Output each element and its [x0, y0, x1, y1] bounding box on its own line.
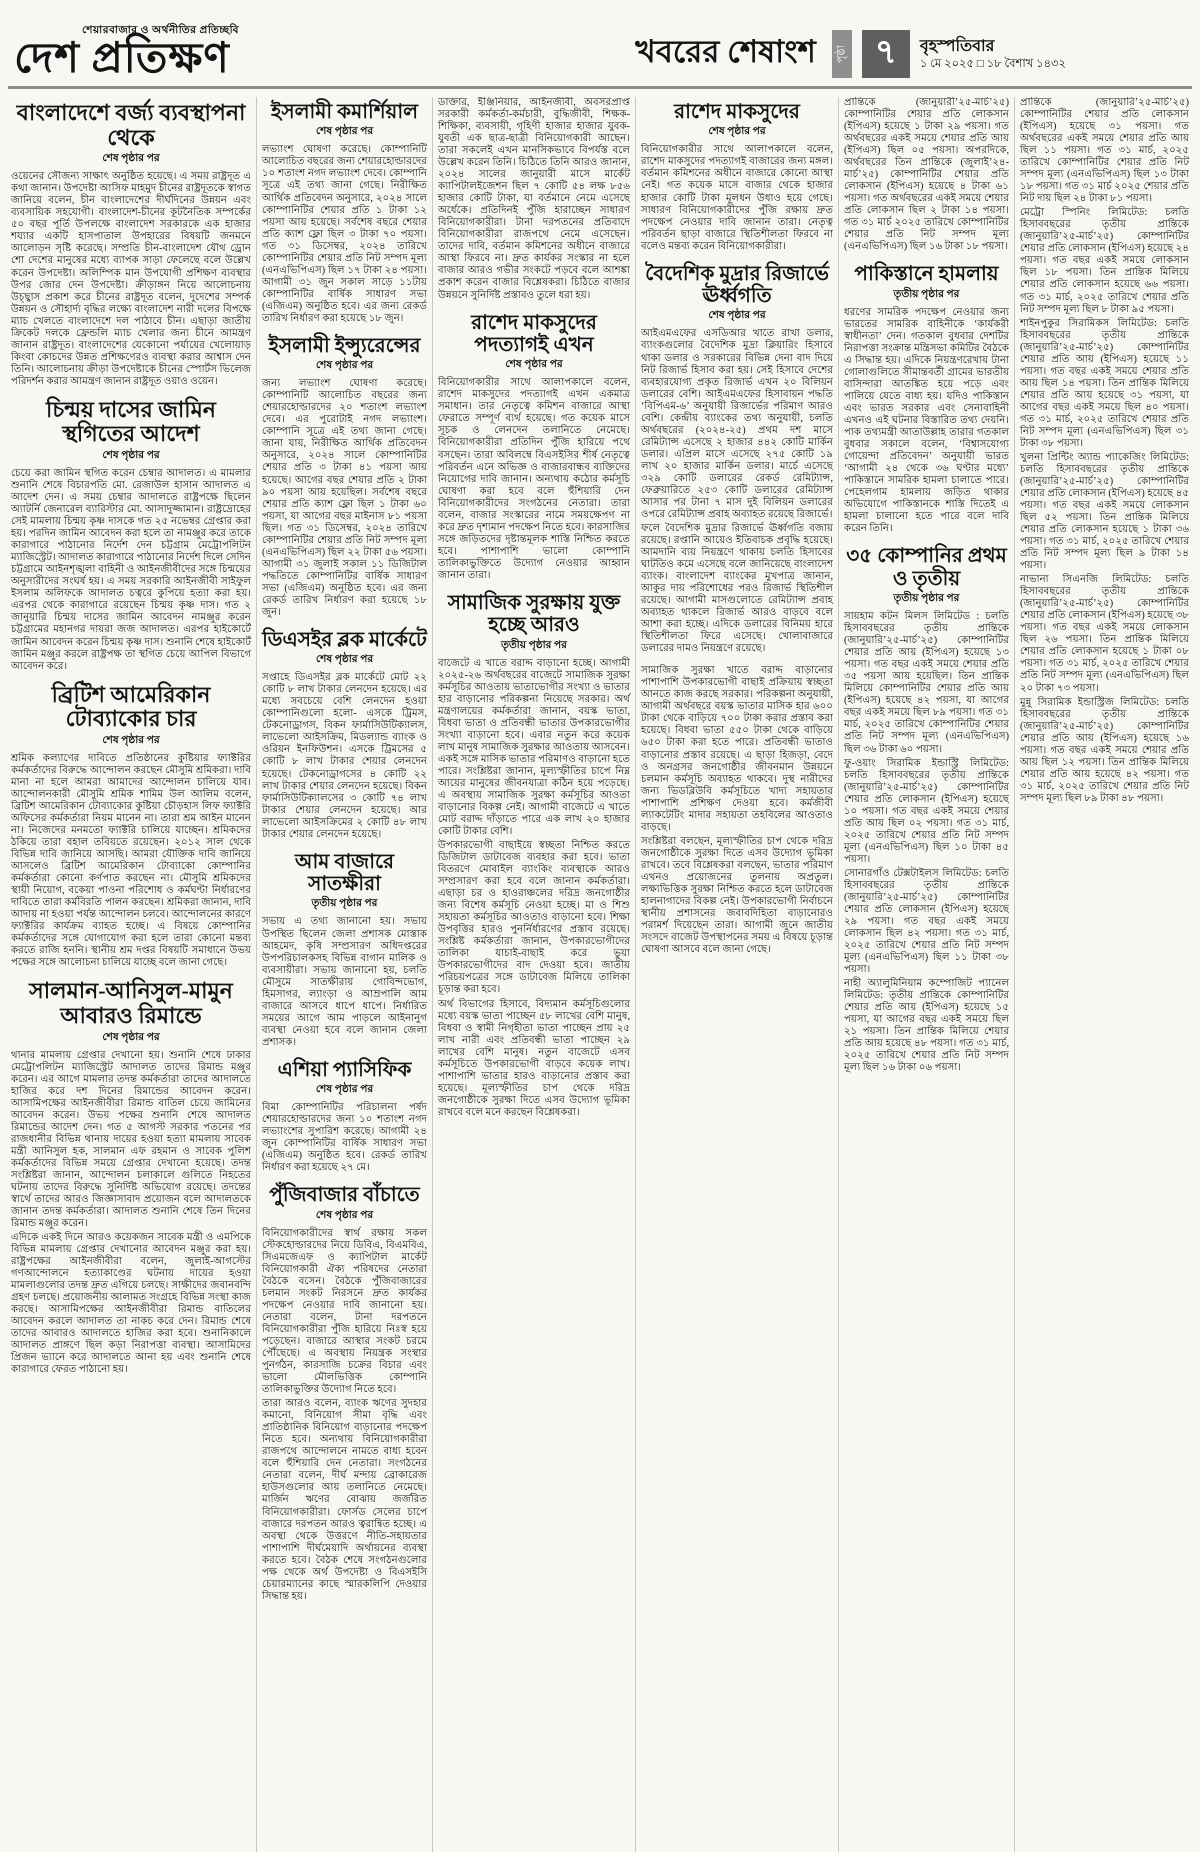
article-headline: রাশেদ মাকসুদের পদত্যাগই এখন [471, 311, 597, 356]
article-headline: ডিএসইর ব্লক মার্কেটে [262, 628, 427, 651]
article-continuation [438, 97, 630, 302]
article [11, 101, 251, 388]
article [262, 1059, 427, 1175]
article [844, 263, 1009, 535]
weekday-label: বৃহস্পতিবার [919, 37, 995, 55]
page-number: ৭ [862, 30, 910, 78]
column-5 [838, 97, 1014, 1852]
article-paragraph: বিনিয়োগকারীদের স্বার্থ রক্ষায় সকল স্টেকহোল্ডারদের নিয়ে ডিবিএ, বিএমবিএ, সিএমজেএফ ও ক্যাপিটাল মার্কেট বিনিয়োগকারী ঐক্য পরিষদের নেতারা বৈঠকে বসেন। বৈঠকে পুঁজিবাজারের চলমান সংকট নিরসনে দ্রুত কার্যকর পদক্ষেপ নেওয়ার দাবি জানানো হয়। নেতারা বলেন, টানা দরপতনে বিনিয়োগকারীরা পুঁজি হারিয়ে নিঃস্ব হয়ে পড়েছেন। বাজারে আস্থার সংকট চরমে পৌঁছেছে। এ অবস্থায় নিয়ন্ত্রক সংস্থার পুনর্গঠন, কারসাজি চক্রের বিচার এবং ভালো মৌলভিত্তিক কোম্পানি তালিকাভুক্তির উদ্যোগ নিতে হবে। [262, 1227, 427, 1396]
article-paragraph: চেয়ে করা জামিন স্থগিত করেন চেম্বার আদালত। এ মামলার শুনানি শেষে বিচারপতি মো. রেজাউল হাসান আদালত এ আদেশ দেন। এ সময় চেম্বার আদালতে রাষ্ট্রপক্ষে ছিলেন অ্যাটর্নি জেনারেল ব্যারিস্টার মো. আসাদুজ্জামান। রাষ্ট্রদ্রোহের সেই মামলায় চিন্ময় কৃষ্ণ দাসকে গত ২৫ নভেম্বর গ্রেপ্তার করা হয়। পরদিন জামিন আবেদন করা হলে তা নামঞ্জুর করে তাকে কারাগারে পাঠানোর নির্দেশ দেন চট্টগ্রাম মেট্রোপলিটন ম্যাজিস্ট্রেট। আদালত কারাগারে পাঠানোর নির্দেশ দিলে সেদিন চট্টগ্রামে আইনশৃঙ্খলা বাহিনী ও আইনজীবীদের সঙ্গে চিন্ময়ের অনুসারীদের সংঘর্ষ হয়। এ সময় সরকারি আইনজীবী সাইফুল ইসলাম অলিফকে আদালত চত্বরে কুপিয়ে হত্যা করা হয়। এরপর থেকে কারাগারে রয়েছেন চিন্ময় কৃষ্ণ দাস। গত ২ জানুয়ারি চিন্ময় দাসের জামিন আবেদন নামঞ্জুর করেন চট্টগ্রামের মহানগর দায়রা জজ আদালত। এরপর হাইকোর্টে জামিন আবেদন করেন চিন্ময় কৃষ্ণ দাস। শুনানি শেষে হাইকোর্ট জামিন মঞ্জুর করলে রাষ্ট্রপক্ষ তা স্থগিত চেয়ে আপিল বিভাগে আবেদন করে। [11, 468, 251, 672]
article-headline: ইসলামী কমার্শিয়াল [270, 101, 419, 123]
page-header [0, 0, 1200, 86]
continued-from-label: শেষ পৃষ্ঠার পর [102, 450, 160, 462]
masthead [14, 23, 240, 83]
article-paragraph: উপকারভোগী বাছাইয়ে স্বচ্ছতা নিশ্চিত করতে ডিজিটাল ডাটাবেজ ব্যবহার করা হবে। ভাতা বিতরণে মোবাইল ব্যাংকিং ব্যবস্থাকে আরও সম্প্রসারণ করা হবে বলে জানান কর্মকর্তারা। এছাড়া চর ও হাওরাঞ্চলের দরিদ্র জনগোষ্ঠীর জন্য বিশেষ কর্মসূচি নেওয়া হচ্ছে। মা ও শিশু সহায়তা কর্মসূচির আওতাও বাড়ানো হবে। শিক্ষা উপবৃত্তির হারও পুনর্নির্ধারণের প্রস্তাব রয়েছে। সংশ্লিষ্ট কর্মকর্তারা জানান, উপকারভোগীদের তালিকা যাচাই-বাছাই করে ভুয়া উপকারভোগীদের বাদ দেওয়া হবে। জাতীয় পরিচয়পত্রের সঙ্গে ডাটাবেজ মিলিয়ে তালিকা চূড়ান্ত করা হবে। [438, 840, 630, 996]
article-paragraph: অর্থ বিভাগের হিসাবে, বিদ্যমান কর্মসূচিগুলোর মধ্যে বয়স্ক ভাতা পাচ্ছেন ৫৮ লাখের বেশি মানুষ, বিধবা ও স্বামী নিগৃহীতা ভাতা পাচ্ছেন প্রায় ২৫ লাখ নারী এবং প্রতিবন্ধী ভাতা পাচ্ছেন ২৯ লাখের বেশি মানুষ। নতুন বাজেটে এসব কর্মসূচিতে উপকারভোগী বাড়বে কয়েক লাখ। পাশাপাশি ভাতার হারও বাড়ানোর প্রস্তাব করা হয়েছে। মূল্যস্ফীতির চাপ থেকে দরিদ্র জনগোষ্ঠীকে সুরক্ষা দিতে এসব উদ্যোগ ভূমিকা রাখবে বলে মনে করছেন বিশ্লেষকরা। [438, 998, 630, 1118]
article-paragraph: প্রান্তিকে (জানুয়ারী’২৫-মার্চ’২৫) কোম্পানিটির শেয়ার প্রতি লোকসান (ইপিএস) হয়েছে ১ টাকা ২৯ পয়সা। গত অর্থবছরের একই সময়ে শেয়ার প্রতি আয় (ইপিএস) ছিল ০৫ পয়সা। অপরদিকে, অর্থবছরের তিন প্রান্তিকে (জুলাই’২৪-মার্চ’২৫) কোম্পানিটির শেয়ার প্রতি লোকসান (ইপিএস) হয়েছে ৪ টাকা ৬১ পয়সা। গত অর্থবছরের একই সময়ে শেয়ার প্রতি লোকসান ছিল ২ টাকা ১৪ পয়সা। গত ৩১ মার্চ ২০২৫ তারিখে কোম্পানিটির শেয়ার প্রতি নিট সম্পদ মূল্য (এনএভিপিএস) ছিল ১৬ টাকা ১৮ পয়সা। [844, 97, 1009, 253]
continued-from-label: শেষ পৃষ্ঠার পর [315, 1209, 374, 1221]
article [641, 263, 833, 656]
article-headline: পাকিস্তানে হামলায় [854, 263, 999, 286]
article-headline: সামাজিক সুরক্ষায় যুক্ত হচ্ছে আরও [447, 591, 621, 637]
continued-from-label: শেষ পৃষ্ঠার পর [708, 126, 766, 138]
article-paragraph: নাহী অ্যালুমিনিয়াম কম্পোজিট প্যানেল লিমিটেড: তৃতীয় প্রান্তিকে কোম্পানিটির শেয়ার প্রতি আয় (ইপিএস) হয়েছে ১৫ পয়সা, যা আগের বছর একই সময়ে ছিল ২১ পয়সা। তিন প্রান্তিক মিলিয়ে শেয়ার প্রতি আয় হয়েছে ৪৮ পয়সা। গত ৩১ মার্চ, ২০২৫ তারিখে শেয়ার প্রতি নিট সম্পদ মূল্য ছিল ১৬ টাকা ০৬ পয়সা। [844, 978, 1009, 1074]
article-paragraph: ফু-ওয়াং সিরামিক ইন্ডাস্ট্রি লিমিটেড: চলতি হিসাববছরের তৃতীয় প্রান্তিকে (জানুয়ারি’২৫-মার্চ’২৫) কোম্পানিটির শেয়ার প্রতি লোকসান (ইপিএস) হয়েছে ১০ পয়সা। গত বছর একই সময়ে শেয়ার প্রতি আয় ছিল ০২ পয়সা। গত ৩১ মার্চ, ২০২৫ তারিখে শেয়ার প্রতি নিট সম্পদ মূল্য (এনএভিপিএস) ছিল ১০ টাকা ৪৫ পয়সা। [844, 757, 1009, 865]
article-paragraph: ওয়েনের সৌজন্য সাক্ষাৎ অনুষ্ঠিত হয়েছে। এ সময় রাষ্ট্রদূত এ কথা জানান। উপদেষ্টা আসিফ মাহমুদ চীনের রাষ্ট্রদূতকে স্বাগত জানিয়ে বলেন, চীন বাংলাদেশের দীর্ঘদিনের উন্নয়ন এবং ব্যবসায়িক সহযোগী। বাংলাদেশ-চীনের কূটনৈতিক সম্পর্কের ৫০ বছর পূর্তি উপলক্ষে বাংলাদেশ সরকারকে এক হাজার শয্যার একটি হাসপাতাল উপহারের বিষয়টি জনমনে আলোড়ন সৃষ্টি করেছে। সম্প্রতি চীন-বাংলাদেশ যৌথ ড্রোন শো দেশের মানুষের মধ্যে ব্যাপক সাড়া ফেলেছে বলে উল্লেখ করেন উপদেষ্টা। অলিম্পিক মান উপযোগী প্রশিক্ষণ ব্যবস্থার উপর জোর দেন উপদেষ্টা। ক্রীড়াঙ্গন নিয়ে আলোচনায় উচ্ছ্বাস প্রকাশ করে চীনের রাষ্ট্রদূত বলেন, দুদেশের সম্পর্ক উন্নয়ন ও সৌহার্দ্য বৃদ্ধির লক্ষ্যে বাংলাদেশ নারী দলের বিপক্ষে ম্যাচ খেলতে বাংলাদেশে দল পাঠাবে চীন। এছাড়া জাতীয় ক্রিকেট দলকে ফ্রেন্ডলি ম্যাচ খেলার জন্য চীনে আমন্ত্রণ জানান রাষ্ট্রদূত। বাংলাদেশের যেকোনো পর্যায়ের খেলোয়াড় কিংবা কোচদের উন্নত প্রশিক্ষণেরও ব্যবস্থা করার আশ্বাস দেন তিনি। আলোচনায় ক্রীড়া উপদেষ্টাকে চীনের স্পোর্টস ভিলেজ পরিদর্শন করার আমন্ত্রণ জানান রাষ্ট্রদূত ওয়াও ওয়েন। [11, 171, 251, 387]
continued-from-label: শেষ পৃষ্ঠার পর [102, 153, 160, 165]
continued-from-label: তৃতীয় পৃষ্ঠার পর [893, 593, 960, 605]
article [262, 629, 427, 841]
article-paragraph: থানার মামলায় গ্রেপ্তার দেখানো হয়। শুনানি শেষে ঢাকার মেট্রোপলিটন ম্যাজিস্ট্রেট আদালত তাদের রিমান্ড মঞ্জুর করেন। এর আগে মামলার তদন্ত কর্মকর্তারা তাদের আদালতে হাজির করে দশ দিনের রিমান্ডের আবেদন করেন। আসামিপক্ষের আইনজীবীরা রিমান্ড বাতিল চেয়ে জামিনের আবেদন করেন। উভয় পক্ষের শুনানি শেষে আদালত রিমান্ডের আদেশ দেন। গত ৫ আগস্ট সরকার পতনের পর রাজধানীর বিভিন্ন থানায় দায়ের হওয়া হত্যা মামলায় সাবেক মন্ত্রী আনিসুল হক, সালমান এফ রহমান ও সাবেক পুলিশ কর্মকর্তাদের বিভিন্ন সময়ে গ্রেপ্তার দেখানো হয়েছে। তদন্ত সংশ্লিষ্টরা জানান, আন্দোলন চলাকালে গুলিতে নিহতের ঘটনায় তাদের বিরুদ্ধে সুনির্দিষ্ট অভিযোগ রয়েছে। তদন্তের স্বার্থে তাদের আরও জিজ্ঞাসাবাদ প্রয়োজন বলে আদালতকে জানান তদন্ত কর্মকর্তারা। আদালত শুনানি শেষে তিন দিনের রিমান্ড মঞ্জুর করেন। [11, 1049, 251, 1230]
article-paragraph: সপ্তাহে ডিএসইর ব্লক মার্কেটে মোট ২২ কোটি ৮ লাখ টাকার লেনদেন হয়েছে। এর মধ্যে সবচেয়ে বেশি লেনদেন হওয়া কোম্পানিগুলো হলো- এসকে ট্রিমস, টেকনোড্রাগস, বিকন ফার্মাসিউটিক্যালস, লাভেলো আইসক্রিম, মিডল্যান্ড ব্যাংক ও ওরিয়ন ইনফিউশন। এসকে ট্রিমসের ৫ কোটি ৮ লাখ টাকার শেয়ার লেনদেন হয়েছে। টেকনোড্রাগসের ৪ কোটি ২২ লাখ টাকার শেয়ার লেনদেন হয়েছে। বিকন ফার্মাসিউটিক্যালসের ৩ কোটি ৭৪ লাখ টাকার শেয়ার লেনদেন হয়েছে। আর লাভেলো আইসক্রিমের ২ কোটি ৪৮ লাখ টাকার শেয়ার লেনদেন হয়েছে। [262, 672, 427, 840]
column-4 [635, 97, 838, 1852]
article-paragraph: মেট্রো স্পিনিং লিমিটেড: চলতি হিসাববছরের তৃতীয় প্রান্তিকে (জানুয়ারি’২৫-মার্চ’২৫) কোম্পানিটির শেয়ার প্রতি লোকসান (ইপিএস) হয়েছে ২৪ পয়সা। গত বছর একই সময়ে লোকসান ছিল ১৮ পয়সা। তিন প্রান্তিক মিলিয়ে শেয়ার প্রতি লোকসান হয়েছে ৬৬ পয়সা। গত ৩১ মার্চ, ২০২৫ তারিখে শেয়ার প্রতি নিট সম্পদ মূল্য ছিল ৮ টাকা ৯৫ পয়সা। [1020, 207, 1189, 315]
article-headline: ইসলামী ইন্স্যুরেন্সের [268, 334, 421, 357]
article-paragraph: নাভানা সিএনজি লিমিটেড: চলতি হিসাববছরের তৃতীয় প্রান্তিকে (জানুয়ারি’২৫-মার্চ’২৫) কোম্পানিটির শেয়ার প্রতি লোকসান (ইপিএস) হয়েছে ৩৮ পয়সা। গত বছর একই সময়ে লোকসান ছিল ২৬ পয়সা। তিন প্রান্তিক মিলিয়ে শেয়ার প্রতি লোকসান হয়েছে ১ টাকা ০৮ পয়সা। গত ৩১ মার্চ, ২০২৫ তারিখে শেয়ার প্রতি নিট সম্পদ মূল্য (এনএভিপিএস) ছিল ২০ টাকা ৭৩ পয়সা। [1020, 574, 1189, 694]
column-3 [432, 97, 635, 1852]
article [438, 312, 630, 582]
masthead-tagline: শেয়ারবাজার ও অর্থনীতির প্রতিচ্ছবি [82, 25, 240, 37]
article-headline: সালমান-আনিসুল-মামুন আবারও রিমান্ডে [29, 978, 233, 1029]
continued-from-label: শেষ পৃষ্ঠার পর [505, 359, 563, 371]
article-paragraph: প্রান্তিকে (জানুয়ারি’২৫-মার্চ’২৫) কোম্পানিটির শেয়ার প্রতি লোকসান (ইপিএস) হয়েছে ৩১ পয়সা। গত অর্থবছরের একই সময়ে শেয়ার প্রতি আয় ছিল ১১ পয়সা। গত ৩১ মার্চ, ২০২৫ তারিখে কোম্পানিটির শেয়ার প্রতি নিট সম্পদ মূল্য (এনএভিপিএস) ছিল ১৩ টাকা ১৮ পয়সা। গত ৩১ মার্চ ২০২৫ শেয়ার প্রতি নিট দায় ছিল ২৪ টাকা ৮১ পয়সা। [1020, 97, 1189, 205]
date-line: ১ মে ২০২৫ □ ১৮ বৈশাখ ১৪৩২ [919, 57, 1066, 70]
article-headline: বাংলাদেশে বর্জ্য ব্যবস্থাপনা থেকে [16, 100, 246, 150]
continued-from-label: শেষ পৃষ্ঠার পর [315, 360, 374, 372]
article-paragraph: ধরণের সামরিক পদক্ষেপ নেওয়ার জন্য ভারতের সামরিক বাহিনীকে ‘কার্যকরী স্বাধীনতা’ দেন। গতকাল বুধবার দেশটির নিরাপত্তা সংক্রান্ত মন্ত্রিসভা কমিটির বৈঠকে এ সিদ্ধান্ত হয়। এদিকে নিয়ন্ত্রণরেখায় টানা গোলাগুলিতে সীমান্তবর্তী গ্রামের ভারতীয় বাসিন্দারা আতঙ্কিত হয়ে পড়ে এবং পালিয়ে যেতে বাধ্য হয়। যদিও পাকিস্তান এবং ভারত সরকার এবং সেনাবাহিনী এখনও এই ঘটনার বিস্তারিত তথ্য দেয়নি। পাক তথ্যমন্ত্রী আতাউল্লাহ তারার গতকাল বুধবার সকালে বলেন, ‘বিশ্বাসযোগ্য গোয়েন্দা প্রতিবেদন’ অনুযায়ী ভারত ‘আগামী ২৪ থেকে ৩৬ ঘণ্টার মধ্যে’ পাকিস্তানে সামরিক হামলা চালাতে পারে। পেহেলগাম হামলায় জড়িত থাকার অভিযোগে পাকিস্তানকে শাস্তি দিতেই এ হামলা চালানো হতে পারে বলে দাবি করেন তিনি। [844, 306, 1009, 535]
article-headline: পুঁজিবাজার বাঁচাতে [269, 1184, 420, 1207]
article-continuation [1020, 97, 1189, 805]
continued-from-label: তৃতীয় পৃষ্ঠার পর [311, 898, 378, 910]
page-columns [0, 89, 1200, 1852]
article-continuation [641, 665, 833, 956]
article-paragraph: বাজেটে এ খাতে বরাদ্দ বাড়ানো হচ্ছে। আগামী ২০২৫-২৬ অর্থবছরের বাজেটে সামাজিক সুরক্ষা কর্মসূচির আওতায় ভাতাভোগীর সংখ্যা ও ভাতার হার বাড়ানোর পরিকল্পনা নিয়েছে সরকার। অর্থ মন্ত্রণালয়ের কর্মকর্তারা জানান, বয়স্ক ভাতা, বিধবা ভাতা ও প্রতিবন্ধী ভাতার উপকারভোগীর সংখ্যা বাড়ানো হবে। এবার নতুন করে কয়েক লাখ মানুষ সামাজিক সুরক্ষার আওতায় আসবেন। একই সঙ্গে মাসিক ভাতার পরিমাণও বাড়ানো হতে পারে। সংশ্লিষ্টরা জানান, মূল্যস্ফীতির চাপে নিম্ন আয়ের মানুষের জীবনযাত্রা কঠিন হয়ে পড়েছে। এ অবস্থায় সামাজিক সুরক্ষা কর্মসূচির আওতা বাড়ানোর বিকল্প নেই। আগামী বাজেটে এ খাতে মোট বরাদ্দ দাঁড়াতে পারে এক লাখ ২০ হাজার কোটি টাকার বেশি। [438, 657, 630, 838]
article-paragraph: বিমা কোম্পানিটির পরিচালনা পর্ষদ শেয়ারহোল্ডারদের জন্য ১০ শতাংশ নগদ লভ্যাংশের সুপারিশ করেছে। আগামী ২৪ জুন কোম্পানিটির বার্ষিক সাধারণ সভা (এজিএম) অনুষ্ঠিত হবে। রেকর্ড তারিখ নির্ধারণ করা হয়েছে ২৭ মে। [262, 1102, 427, 1174]
article-headline: এশিয়া প্যাসিফিক [277, 1058, 412, 1081]
continued-from-label: তৃতীয় পৃষ্ঠার পর [893, 288, 960, 300]
page-word-label: পৃষ্ঠা [832, 30, 852, 78]
article [11, 683, 251, 970]
article [844, 545, 1009, 1074]
section-title: খবরের শেষাংশ [635, 34, 816, 69]
continued-from-label: তৃতীয় পৃষ্ঠার পর [501, 639, 567, 651]
article-paragraph: ডাক্তার, ইঞ্জিনিয়ার, আইনজীবী, অবসরপ্রাপ্ত সরকারী কর্মকর্তা-কর্মচারী, বুদ্ধিজীবী, শিক্ষক-শিক্ষিকা, ব্যবসায়ী, গৃহিণী হাজার হাজার যুবক-যুবতী এক ছাত্র-ছাত্রী বিনিয়োগকারী আছেন। তারা সকলেই এখন মানসিকভাবে বিপর্যস্ত বলে উল্লেখ করেন তিনি। চিঠিতে তিনি আরও জানান, ২০২৪ সালের জানুয়ারী মাসে মার্কেট ক্যাপিটালইজেশন ছিল ৭ কোটি ৫৪ লক্ষ ৮৫৬ হাজার কোটি টাকা, যা বর্তমানে নেমে এসেছে অর্ধেকে। প্রতিদিনই পুঁজি হারাচ্ছেন সাধারণ বিনিয়োগকারীরা। টানা দরপতনের প্রতিবাদে বিনিয়োগকারীরা রাজপথে নেমে এসেছেন। তাদের দাবি, বর্তমান কমিশনের অধীনে বাজারে আস্থা ফিরবে না। দ্রুত কার্যকর সংস্কার না হলে বাজার আরও গভীর সংকটে পড়বে বলে আশঙ্কা প্রকাশ করেন বাজার বিশ্লেষকরা। চিঠিতে বাজার উন্নয়নে সুনির্দিষ্ট প্রস্তাবও তুলে ধরা হয়। [438, 97, 630, 301]
paper-name: দেশ প্রতিক্ষণ [14, 36, 230, 83]
continued-from-label: শেষ পৃষ্ঠার পর [315, 654, 374, 666]
column-1 [6, 97, 256, 1852]
continued-from-label: শেষ পৃষ্ঠার পর [102, 734, 160, 746]
article [11, 979, 251, 1376]
continued-from-label: শেষ পৃষ্ঠার পর [708, 310, 766, 322]
article [641, 101, 833, 253]
article-paragraph: লভ্যাংশ ঘোষণা করেছে। কোম্পানিটি আলোচিত বছরের জন্য শেয়ারহোল্ডারদের ১০ শতাংশ নগদ লভ্যাংশ দেবে। কোম্পানি সূত্রে এই তথ্য জানা গেছে। নিরীক্ষিত আর্থিক প্রতিবেদন অনুসারে, ২০২৪ সালে কোম্পানিটির শেয়ার প্রতি ১ টাকা ১২ পয়সা আয় হয়েছে। সর্বশেষ বছরে শেয়ার প্রতি ক্যাশ ফ্লো ছিল ৩ টাকা ৭০ পয়সা। গত ৩১ ডিসেম্বর, ২০২৪ তারিখে কোম্পানিটির শেয়ার প্রতি নিট সম্পদ মূল্য (এনএভিপিএস) ছিল ১৭ টাকা ২৪ পয়সা। আগামী ৩১ জুন সকাল সাড়ে ১১টায় কোম্পানিটির বার্ষিক সাধারণ সভা (এজিএম) অনুষ্ঠিত হবে। এর জন্য রেকর্ড তারিখ নির্ধারণ করা হয়েছে ১৮ জুন। [262, 144, 427, 324]
continued-from-label: শেষ পৃষ্ঠার পর [315, 1084, 374, 1096]
article-paragraph: সভায় এ তথ্য জানানো হয়। সভায় উপস্থিত ছিলেন জেলা প্রশাসক মোস্তাক আহমেদ, কৃষি সম্প্রসারণ অধিদপ্তরের উপপরিচালকসহ বিভিন্ন বাগান মালিক ও ব্যবসায়ীরা। সভায় জানানো হয়, চলতি মৌসুমে সাতক্ষীরায় গোবিন্দভোগ, হিমসাগর, ল্যাংড়া ও আম্রপালি আম বাজারে আসবে ধাপে ধাপে। নির্ধারিত সময়ের আগে আম পাড়লে আইনানুগ ব্যবস্থা নেওয়া হবে বলে জানান জেলা প্রশাসক। [262, 916, 427, 1048]
article-paragraph: মুন্নু সিরামিক ইন্ডাস্ট্রিজ লিমিটেড: চলতি হিসাববছরের তৃতীয় প্রান্তিকে (জানুয়ারি’২৫-মার্চ’২৫) কোম্পানিটির শেয়ার প্রতি আয় (ইপিএস) হয়েছে ১৬ পয়সা। গত বছর একই সময়ে শেয়ার প্রতি আয় ছিল ১২ পয়সা। তিন প্রান্তিক মিলিয়ে শেয়ার প্রতি আয় হয়েছে ৪২ পয়সা। গত ৩১ মার্চ, ২০২৫ তারিখে শেয়ার প্রতি নিট সম্পদ মূল্য ছিল ৮৯ টাকা ৪৮ পয়সা। [1020, 696, 1189, 804]
article-headline: বৈদেশিক মুদ্রার রিজার্ভে ঊর্ধ্বগতি [645, 262, 829, 308]
continued-from-label: শেষ পৃষ্ঠার পর [315, 126, 374, 138]
article [262, 335, 427, 619]
article-paragraph: সোনারগাঁও টেক্সটাইলস লিমিটেড: চলতি হিসাববছরের তৃতীয় প্রান্তিকে (জানুয়ারি’২৫-মার্চ’২৫) কোম্পানিটির শেয়ার প্রতি লোকসান (ইপিএস) হয়েছে ২৯ পয়সা। গত বছর একই সময়ে লোকসান ছিল ৪২ পয়সা। গত ৩১ মার্চ, ২০২৫ তারিখে শেয়ার প্রতি নিট সম্পদ মূল্য (এনএভিপিএস) ছিল ১১ টাকা ৩৮ পয়সা। [844, 867, 1009, 976]
article-paragraph: বিনিয়োগকারীর সাথে আলাপকালে বলেন, রাশেদ মাকসুদের পদত্যাগই এখন একমাত্র সমাধান। তার নেতৃত্বে কমিশন বাজারে আস্থা ফেরাতে সম্পূর্ণ ব্যর্থ হয়েছে। গত কয়েক মাসে সূচক ও লেনদেন তলানিতে নেমেছে। বিনিয়োগকারীরা প্রতিদিন পুঁজি হারিয়ে পথে বসছেন। তারা অবিলম্বে বিএসইসির শীর্ষ নেতৃত্বে পরিবর্তন এনে অভিজ্ঞ ও বাজারবান্ধব ব্যক্তিদের নিয়োগের দাবি জানান। অন্যথায় কঠোর কর্মসূচি ঘোষণা করা হবে বলে হুঁশিয়ারি দেন বিনিয়োগকারীদের সংগঠনের নেতারা। তারা বলেন, বাজার সংস্কারের নামে সময়ক্ষেপণ না করে দ্রুত দৃশ্যমান পদক্ষেপ নিতে হবে। কারসাজির সঙ্গে জড়িতদের দৃষ্টান্তমূলক শাস্তি নিশ্চিত করতে হবে। পাশাপাশি ভালো কোম্পানি তালিকাভুক্তিতে উদ্যোগ নেওয়ার আহ্বান জানান তারা। [438, 377, 630, 581]
article [438, 592, 630, 1119]
article-paragraph: শাইনপুকুর সিরামিকস লিমিটেড: চলতি হিসাববছরের তৃতীয় প্রান্তিকে (জানুয়ারি’২৫-মার্চ’২৫) কোম্পানিটির শেয়ার প্রতি আয় (ইপিএস) হয়েছে ১১ পয়সা। গত বছর একই সময়ে শেয়ার প্রতি আয় ছিল ১৪ পয়সা। তিন প্রান্তিক মিলিয়ে শেয়ার প্রতি আয় হয়েছে ৩১ পয়সা, যা আগের বছর একই সময়ে ছিল ৪০ পয়সা। গত ৩১ মার্চ, ২০২৫ তারিখে শেয়ার প্রতি নিট সম্পদ মূল্য (এনএভিপিএস) ছিল ৩১ টাকা ৩৮ পয়সা। [1020, 317, 1189, 449]
article [11, 398, 251, 673]
article-paragraph: খুলনা প্রিন্টিং অ্যান্ড প্যাকেজিং লিমিটেড: চলতি হিসাববছরের তৃতীয় প্রান্তিকে (জানুয়ারি’২৫-মার্চ’২৫) কোম্পানিটির শেয়ার প্রতি লোকসান (ইপিএস) হয়েছে ৪৫ পয়সা। গত বছর একই সময়ে লোকসান ছিল ৫২ পয়সা। তিন প্রান্তিক মিলিয়ে শেয়ার প্রতি লোকসান হয়েছে ১ টাকা ৩৬ পয়সা। গত ৩১ মার্চ, ২০২৫ তারিখে শেয়ার প্রতি নিট সম্পদ মূল্য ছিল ৯ টাকা ১৪ পয়সা। [1020, 451, 1189, 572]
column-6 [1014, 97, 1194, 1852]
date-block [920, 37, 1066, 71]
article-paragraph: বিনিয়োগকারীর সাথে আলাপকালে বলেন, রাশেদ মাকসুদের পদত্যাগই বাজারের জন্য মঙ্গল। বর্তমান কমিশনের অধীনে বাজারে কোনো আস্থা নেই। গত কয়েক মাসে বাজার থেকে হাজার হাজার কোটি টাকা মূলধন উধাও হয়ে গেছে। সাধারণ বিনিয়োগকারীদের পুঁজি রক্ষায় দ্রুত পদক্ষেপ নেওয়ার দাবি জানান তারা। নেতৃত্ব পরিবর্তন ছাড়া বাজারে স্থিতিশীলতা ফিরবে না বলেও মন্তব্য করেন বিনিয়োগকারীরা। [641, 144, 833, 252]
article-paragraph: ফলে বৈদেশিক মুদ্রার রিজার্ভে ঊর্ধ্বগতি বজায় রয়েছে। রপ্তানি আয়েও ইতিবাচক প্রবৃদ্ধি হয়েছে। আমদানি ব্যয় নিয়ন্ত্রণে থাকায় চলতি হিসাবের ঘাটতিও কমে এসেছে বলে জানিয়েছে বাংলাদেশ ব্যাংক। বাংলাদেশ ব্যাংকের মুখপাত্র জানান, আকুর দায় পরিশোধের পরও রিজার্ভ স্থিতিশীল রয়েছে। আগামী মাসগুলোতে রেমিট্যান্স প্রবাহ অব্যাহত থাকলে রিজার্ভ আরও বাড়বে বলে আশা করা হচ্ছে। এদিকে ডলারের বিনিময় হারে স্থিতিশীলতা ফিরে এসেছে। খোলাবাজারে ডলারের দামও নিয়ন্ত্রণে রয়েছে। [641, 522, 833, 655]
article-paragraph: সংশ্লিষ্টরা বলছেন, মূল্যস্ফীতির চাপ থেকে দরিদ্র জনগোষ্ঠীকে সুরক্ষা দিতে এসব উদ্যোগ ভূমিকা রাখবে। তবে বিশ্লেষকরা বলছেন, ভাতার পরিমাণ এখনও প্রয়োজনের তুলনায় অপ্রতুল। লক্ষ্যভিত্তিক সুরক্ষা নিশ্চিত করতে হলে ডাটাবেজ হালনাগাদের বিকল্প নেই। উপকারভোগী নির্বাচনে স্থানীয় প্রশাসনের জবাবদিহিতা বাড়ানোরও পরামর্শ দিয়েছেন তারা। আগামী জুনে জাতীয় সংসদে বাজেট উপস্থাপনের সময় এ বিষয়ে চূড়ান্ত ঘোষণা আসবে বলে জানা গেছে। [641, 835, 833, 956]
header-right [635, 28, 1186, 80]
article [262, 101, 427, 325]
article-headline: রাশেদ মাকসুদের [674, 101, 800, 123]
article-headline: ব্রিটিশ আমেরিকান টোব্যাকোর চার [51, 681, 211, 732]
article-paragraph: সামাজিক সুরক্ষা খাতে বরাদ্দ বাড়ানোর পাশাপাশি উপকারভোগী বাছাই প্রক্রিয়ায় স্বচ্ছতা আনতে কাজ করছে সরকার। পরিকল্পনা অনুযায়ী, আগামী অর্থবছরে বয়স্ক ভাতার মাসিক হার ৬০০ টাকা থেকে বাড়িয়ে ৭০০ টাকা করার প্রস্তাব করা হয়েছে। বিধবা ভাতা ৫৫০ টাকা থেকে বাড়িয়ে ৬৫০ টাকা করা হতে পারে। প্রতিবন্ধী ভাতাও বাড়ানোর প্রস্তাব রয়েছে। এ ছাড়া হিজড়া, বেদে ও অনগ্রসর জনগোষ্ঠীর জীবনমান উন্নয়নে চলমান কর্মসূচি অব্যাহত থাকবে। দুস্থ নারীদের জন্য ভিডব্লিউবি কর্মসূচিতে খাদ্য সহায়তার পাশাপাশি প্রশিক্ষণ দেওয়া হবে। কর্মজীবী ল্যাকটেটিং মাদার সহায়তা তহবিলের আওতাও বাড়ছে। [641, 665, 833, 833]
article [262, 851, 427, 1049]
article-paragraph: তারা আরও বলেন, ব্যাংক ঋণের সুদহার কমানো, বিনিয়োগ সীমা বৃদ্ধি এবং প্রাতিষ্ঠানিক বিনিয়োগ বাড়ানোর পদক্ষেপ নিতে হবে। অন্যথায় বিনিয়োগকারীরা রাজপথে আন্দোলনে নামতে বাধ্য হবেন বলে হুঁশিয়ারি দেন নেতারা। সংগঠনের নেতারা বলেন, দীর্ঘ মন্দায় ব্রোকারেজ হাউসগুলোর আয় তলানিতে নেমেছে। মার্জিন ঋণের বোঝায় জর্জরিত বিনিয়োগকারীরা। ফোর্সড সেলের চাপে বাজারে দরপতন আরও ত্বরান্বিত হচ্ছে। এ অবস্থা থেকে উত্তরণে নীতি-সহায়তার পাশাপাশি দীর্ঘমেয়াদি অর্থায়নের ব্যবস্থা করতে হবে। বৈঠক শেষে সংগঠনগুলোর পক্ষ থেকে অর্থ উপদেষ্টা ও বিএসইসি চেয়ারম্যানের কাছে স্মারকলিপি দেওয়ার সিদ্ধান্ত হয়। [262, 1398, 427, 1602]
article-headline: চিন্ময় দাসের জামিন স্থগিতের আদেশ [46, 396, 216, 447]
article-continuation [844, 97, 1009, 253]
continued-from-label: শেষ পৃষ্ঠার পর [102, 1031, 160, 1043]
article-paragraph: এদিকে একই দিনে আরও কয়েকজন সাবেক মন্ত্রী ও এমপিকে বিভিন্ন মামলায় গ্রেপ্তার দেখানোর আবেদন মঞ্জুর করা হয়। রাষ্ট্রপক্ষের আইনজীবীরা বলেন, জুলাই-আগস্টের গণআন্দোলনে হত্যাকাণ্ডের ঘটনায় দায়ের হওয়া মামলাগুলোর তদন্ত দ্রুত এগিয়ে চলছে। সাক্ষীদের জবানবন্দি গ্রহণ চলছে। প্রয়োজনীয় আলামত সংগ্রহে বিভিন্ন সংস্থা কাজ করছে। আসামিপক্ষের আইনজীবীরা রিমান্ড বাতিলের আবেদন করলে আদালত তা নাকচ করে দেন। রিমান্ড শেষে তাদের আবারও আদালতে হাজির করা হবে। শুনানিকালে আদালত প্রাঙ্গণে ছিল কড়া নিরাপত্তা ব্যবস্থা। আসামিদের প্রিজন ভ্যানে করে আদালতে আনা হয় এবং শুনানি শেষে কারাগারে ফেরত পাঠানো হয়। [11, 1232, 251, 1376]
article-headline: আম বাজারে সাতক্ষীরা [294, 850, 395, 896]
article-paragraph: আইএমএফের এসডিআর খাতে রাখা ডলার, ব্যাংকগুলোর বৈদেশিক মুদ্রা ক্লিয়ারিং হিসাবে থাকা ডলার ও সরকারের বিভিন্ন দেনা বাদ দিয়ে নিট রিজার্ভ হিসাব করা হয়। সেই হিসাবে দেশের ব্যবহারযোগ্য প্রকৃত রিজার্ভ এখন ২০ বিলিয়ন ডলারের বেশি। আইএমএফের হিসাবায়ন পদ্ধতি ‘বিপিএম-৬’ অনুযায়ী রিজার্ভের পরিমাণ আরও বেশি। কেন্দ্রীয় ব্যাংকের তথ্য অনুযায়ী, চলতি অর্থবছরের (২০২৪-২৫) প্রথম দশ মাসে রেমিট্যান্স এসেছে ২ হাজার ৪৪২ কোটি মার্কিন ডলার। এপ্রিল মাসে এসেছে ২৭৫ কোটি ১৯ লাখ ২০ হাজার মার্কিন ডলার। মার্চে এসেছে ৩২৯ কোটি ডলারের রেকর্ড রেমিট্যান্স, ফেব্রুয়ারিতে ২৫৩ কোটি ডলারের রেমিট্যান্স আসার পর টানা ৭ মাস দুই বিলিয়ন ডলারের ওপরে রেমিট্যান্স প্রবাহ অব্যাহত রয়েছে রিজার্ভে। [641, 328, 833, 520]
column-2 [256, 97, 432, 1852]
article-headline: ৩৫ কোম্পানির প্রথম ও তৃতীয় [846, 545, 1007, 590]
article-paragraph: সায়হাম কটন মিলস লিমিটেড : চলতি হিসাববছরের তৃতীয় প্রান্তিকে (জানুয়ারি’২৫-মার্চ’২৫) কোম্পানিটির শেয়ার প্রতি আয় (ইপিএস) হয়েছে ১৩ পয়সা। গত বছর একই সময়ে শেয়ার প্রতি ৩৫ পয়সা আয় হয়েছিল। তিন প্রান্তিক মিলিয়ে কোম্পানিটির শেয়ার প্রতি আয় (ইপিএস) হয়েছে ৪২ পয়সা, যা আগের বছর একই সময়ে ছিল ৮৯ পয়সা। গত ৩১ মার্চ, ২০২৫ তারিখে কোম্পানিটির শেয়ার প্রতি নিট সম্পদ মূল্য (এনএভিপিএস) ছিল ৩৬ টাকা ৬০ পয়সা। [844, 611, 1009, 755]
article [262, 1184, 427, 1602]
article-paragraph: জন্য লভ্যাংশ ঘোষণা করেছে। কোম্পানিটি আলোচিত বছরের জন্য শেয়ারহোল্ডারদের ২০ শতাংশ লভ্যাংশ দেবে। এর পুরোটাই নগদ লভ্যাংশ। কোম্পানি সূত্রে এই তথ্য জানা গেছে। জানা যায়, নিরীক্ষিত আর্থিক প্রতিবেদন অনুসারে, ২০২৪ সালে কোম্পানিটির শেয়ার প্রতি ৩ টাকা ৪১ পয়সা আয় হয়েছে। আগের বছর শেয়ার প্রতি ২ টাকা ৯০ পয়সা আয় হয়েছিল। সর্বশেষ বছরে শেয়ার প্রতি ক্যাশ ফ্লো ছিল ১ টাকা ৬০ পয়সা, যা আগের বছর মাইনাস ৮১ পয়সা ছিল। গত ৩১ ডিসেম্বর, ২০২৪ তারিখে কোম্পানিটির শেয়ার প্রতি নিট সম্পদ মূল্য (এনএভিপিএস) ছিল ২২ টাকা ৫৬ পয়সা। আগামী ৩১ জুলাই সকাল ১১ ডিজিটাল পদ্ধতিতে কোম্পানিটির বার্ষিক সাধারণ সভা (এজিএম) অনুষ্ঠিত হবে। এর জন্য রেকর্ড তারিখ নির্ধারণ করা হয়েছে ১৮ জুন। [262, 378, 427, 618]
article-paragraph: শ্রমিক কল্যাণের দাবিতে প্রতিষ্ঠানের কুষ্টিয়ার ফ্যাক্টরির কর্মকর্তাদের বিরুদ্ধে আন্দোলন করছেন মৌসুমি শ্রমিকরা। দাবি মানা না হলে আমরা আমাদের আন্দোলন চালিয়ে যাব। আন্দোলনকারী মৌসুমি শ্রমিক শামিম উল আলিম বলেন, ব্রিটিশ আমেরিকান টোব্যাকোর কুষ্টিয়া চৌড়হাস লিফ ফ্যাক্টরি অফিসের কর্মকর্তারা নিয়ম মানেন না। তারা শ্রম আইন মানেন না। নিজেদের মনমতো ফ্যাক্টরি চালিয়ে যাচ্ছেন। শ্রমিকদের ঠকিয়ে তারা বহাল তবিয়তে রয়েছেন। ২০১২ সাল থেকে বিভিন্ন দাবি জানিয়ে আসছি। আমরা যৌক্তিক দাবি জানিয়ে আসলেও ব্রিটিশ আমেরিকান টোব্যাকো কোম্পানির কর্মকর্তারা কোনো কর্ণপাত করছেন না। মৌসুমি শ্রমিকদের স্থায়ী নিয়োগ, বকেয়া পাওনা পরিশোধ ও কর্মঘণ্টা নির্ধারণের দাবিতে তারা কর্মবিরতি পালন করছেন। শ্রমিকরা জানান, দাবি আদায় না হওয়া পর্যন্ত আন্দোলন চলবে। আন্দোলনের কারণে ফ্যাক্টরির কার্যক্রম ব্যাহত হচ্ছে। এ বিষয়ে কোম্পানির কর্মকর্তাদের সঙ্গে যোগাযোগ করা হলে তারা কোনো মন্তব্য করতে রাজি হননি। স্থানীয় শ্রম দপ্তর বিষয়টি সমাধানে উভয় পক্ষের সঙ্গে আলোচনা চালিয়ে যাচ্ছে বলে জানা গেছে। [11, 752, 251, 969]
